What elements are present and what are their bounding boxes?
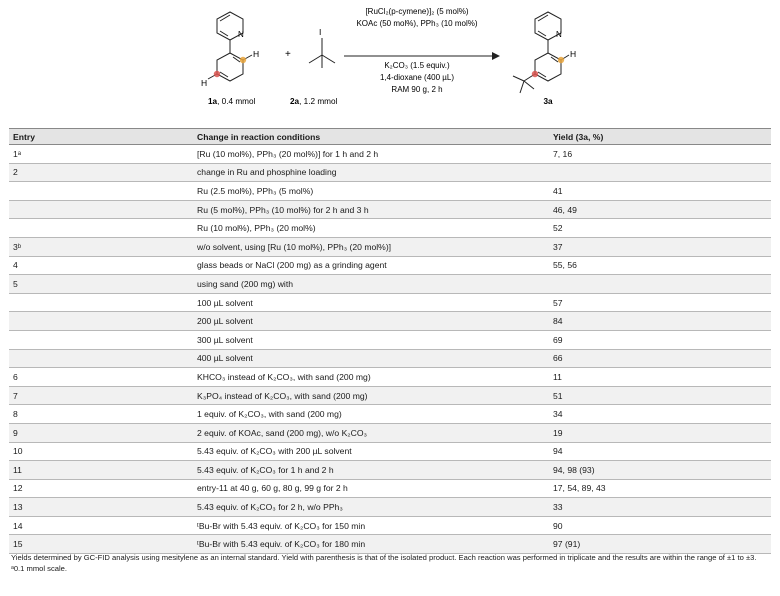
entry-cell: 4 xyxy=(9,256,193,275)
atom-h-1a-meta: H xyxy=(201,78,208,88)
table-row xyxy=(9,535,771,554)
condition-cell: w/o solvent, using [Ru (10 mol%), PPh₃ (20 mol%)] xyxy=(193,237,549,256)
condition-cell: [Ru (10 mol%), PPh₃ (20 mol%)] for 1 h and 2 h xyxy=(193,145,549,164)
yield-cell: 46, 49 xyxy=(549,200,771,219)
condition-cell: 200 µL solvent xyxy=(193,312,549,331)
table-row xyxy=(9,442,771,461)
product-label: 3a xyxy=(543,97,553,106)
condition-cell: 5.43 equiv. of K₂CO₃ for 2 h, w/o PPh₃ xyxy=(193,498,549,517)
table-row xyxy=(9,219,771,238)
header-change: Change in reaction conditions xyxy=(193,129,549,145)
table-row xyxy=(9,256,771,275)
yield-cell: 69 xyxy=(549,330,771,349)
reactant2-label: 2a xyxy=(290,97,300,106)
yield-cell: 90 xyxy=(549,516,771,535)
entry-cell: 9 xyxy=(9,423,193,442)
yield-cell: 34 xyxy=(549,405,771,424)
table-row xyxy=(9,386,771,405)
table-row xyxy=(9,405,771,424)
table-row xyxy=(9,516,771,535)
condition-cell: 5.43 equiv. of K₂CO₃ for 1 h and 2 h xyxy=(193,461,549,480)
table-footnotes xyxy=(11,552,771,574)
yield-cell: 37 xyxy=(549,237,771,256)
entry-cell xyxy=(9,312,193,331)
atom-n-3a: N xyxy=(556,30,562,39)
condition-cell: glass beads or NaCl (200 mg) as a grinding agent xyxy=(193,256,549,275)
yield-cell: 7, 16 xyxy=(549,145,771,164)
product-ortho-highlight xyxy=(558,57,564,63)
yield-cell: 84 xyxy=(549,312,771,331)
table-row xyxy=(9,237,771,256)
condition-additives: KOAc (50 mol%), PPh₃ (10 mol%) xyxy=(356,19,478,28)
condition-cell: Ru (5 mol%), PPh₃ (10 mol%) for 2 h and 3 h xyxy=(193,200,549,219)
condition-cell: Ru (2.5 mol%), PPh₃ (5 mol%) xyxy=(193,182,549,201)
yield-cell xyxy=(549,163,771,182)
yield-cell: 41 xyxy=(549,182,771,201)
reactant1-caption xyxy=(208,97,256,106)
condition-cell: ᵗBu-Br with 5.43 equiv. of K₂CO₃ for 150 min xyxy=(193,516,549,535)
condition-cell: 300 µL solvent xyxy=(193,330,549,349)
yield-cell: 17, 54, 89, 43 xyxy=(549,479,771,498)
table-row xyxy=(9,145,771,164)
entry-cell: 1ᵃ xyxy=(9,145,193,164)
table-header-row xyxy=(9,129,771,145)
entry-cell: 11 xyxy=(9,461,193,480)
footnote-a: ᵃ0.1 mmol scale. xyxy=(11,564,68,573)
table-row xyxy=(9,200,771,219)
optimization-table xyxy=(9,128,771,554)
yield-cell: 55, 56 xyxy=(549,256,771,275)
yield-cell: 19 xyxy=(549,423,771,442)
reaction-scheme xyxy=(0,0,780,122)
atom-i: I xyxy=(319,27,322,37)
footnote-main: Yields determined by GC-FID analysis using mesitylene as an internal standard. Yield with parenthesis is that of the isolated product. Each reaction was performed in triplicate and the results are within the range of ±1 to ±3. xyxy=(11,553,757,562)
atom-h-1a-ortho: H xyxy=(253,49,260,59)
condition-cell: using sand (200 mg) with xyxy=(193,275,549,294)
entry-cell xyxy=(9,219,193,238)
entry-cell xyxy=(9,182,193,201)
condition-solvent: 1,4-dioxane (400 µL) xyxy=(380,73,454,82)
entry-cell: 8 xyxy=(9,405,193,424)
table-row xyxy=(9,293,771,312)
condition-cell: K₃PO₄ instead of K₂CO₃, with sand (200 mg) xyxy=(193,386,549,405)
yield-cell: 94 xyxy=(549,442,771,461)
condition-cell: 5.43 equiv. of K₂CO₃ with 200 µL solvent xyxy=(193,442,549,461)
yield-cell: 11 xyxy=(549,368,771,387)
yield-cell: 52 xyxy=(549,219,771,238)
entry-cell xyxy=(9,349,193,368)
condition-milling: RAM 90 g, 2 h xyxy=(391,85,443,94)
table-row xyxy=(9,312,771,331)
condition-cell: 400 µL solvent xyxy=(193,349,549,368)
condition-cell: 1 equiv. of K₂CO₃, with sand (200 mg) xyxy=(193,405,549,424)
table-row xyxy=(9,349,771,368)
entry-cell xyxy=(9,330,193,349)
product-meta-highlight xyxy=(532,71,538,77)
entry-cell: 12 xyxy=(9,479,193,498)
yield-cell: 97 (91) xyxy=(549,535,771,554)
condition-catalyst: [RuCl₂(p-cymene)]₂ (5 mol%) xyxy=(365,7,469,16)
entry-cell: 6 xyxy=(9,368,193,387)
entry-cell: 2 xyxy=(9,163,193,182)
condition-cell: KHCO₃ instead of K₂CO₃, with sand (200 mg) xyxy=(193,368,549,387)
reactant1-amount: , 0.4 mmol xyxy=(217,97,256,106)
yield-cell: 66 xyxy=(549,349,771,368)
table-row xyxy=(9,461,771,480)
reactant2-caption xyxy=(290,97,338,106)
entry-cell: 14 xyxy=(9,516,193,535)
condition-cell: ᵗBu-Br with 5.43 equiv. of K₂CO₃ for 180 min xyxy=(193,535,549,554)
table-row xyxy=(9,275,771,294)
table-row xyxy=(9,479,771,498)
table-row xyxy=(9,163,771,182)
header-yield: Yield (3a, %) xyxy=(549,129,771,145)
yield-cell: 33 xyxy=(549,498,771,517)
yield-cell xyxy=(549,275,771,294)
plus-sign: + xyxy=(285,49,291,60)
table-row xyxy=(9,423,771,442)
condition-base: K₂CO₃ (1.5 equiv.) xyxy=(384,61,450,70)
entry-cell: 7 xyxy=(9,386,193,405)
yield-cell: 57 xyxy=(549,293,771,312)
condition-cell: 2 equiv. of KOAc, sand (200 mg), w/o K₂CO₃ xyxy=(193,423,549,442)
header-entry: Entry xyxy=(9,129,193,145)
table-row xyxy=(9,330,771,349)
yield-cell: 94, 98 (93) xyxy=(549,461,771,480)
reactant1-label: 1a xyxy=(208,97,218,106)
entry-cell: 3ᵇ xyxy=(9,237,193,256)
ortho-ch-highlight xyxy=(240,57,246,63)
table-row xyxy=(9,368,771,387)
entry-cell xyxy=(9,200,193,219)
atom-n-1a: N xyxy=(238,30,244,39)
entry-cell: 5 xyxy=(9,275,193,294)
condition-cell: Ru (10 mol%), PPh₃ (20 mol%) xyxy=(193,219,549,238)
entry-cell: 10 xyxy=(9,442,193,461)
meta-ch-highlight xyxy=(214,71,220,77)
entry-cell: 15 xyxy=(9,535,193,554)
atom-h-3a: H xyxy=(570,49,577,59)
table-row xyxy=(9,498,771,517)
condition-cell: change in Ru and phosphine loading xyxy=(193,163,549,182)
table-row xyxy=(9,182,771,201)
condition-cell: entry-11 at 40 g, 60 g, 80 g, 99 g for 2 h xyxy=(193,479,549,498)
condition-cell: 100 µL solvent xyxy=(193,293,549,312)
entry-cell xyxy=(9,293,193,312)
yield-cell: 51 xyxy=(549,386,771,405)
reactant2-amount: , 1.2 mmol xyxy=(299,97,338,106)
entry-cell: 13 xyxy=(9,498,193,517)
